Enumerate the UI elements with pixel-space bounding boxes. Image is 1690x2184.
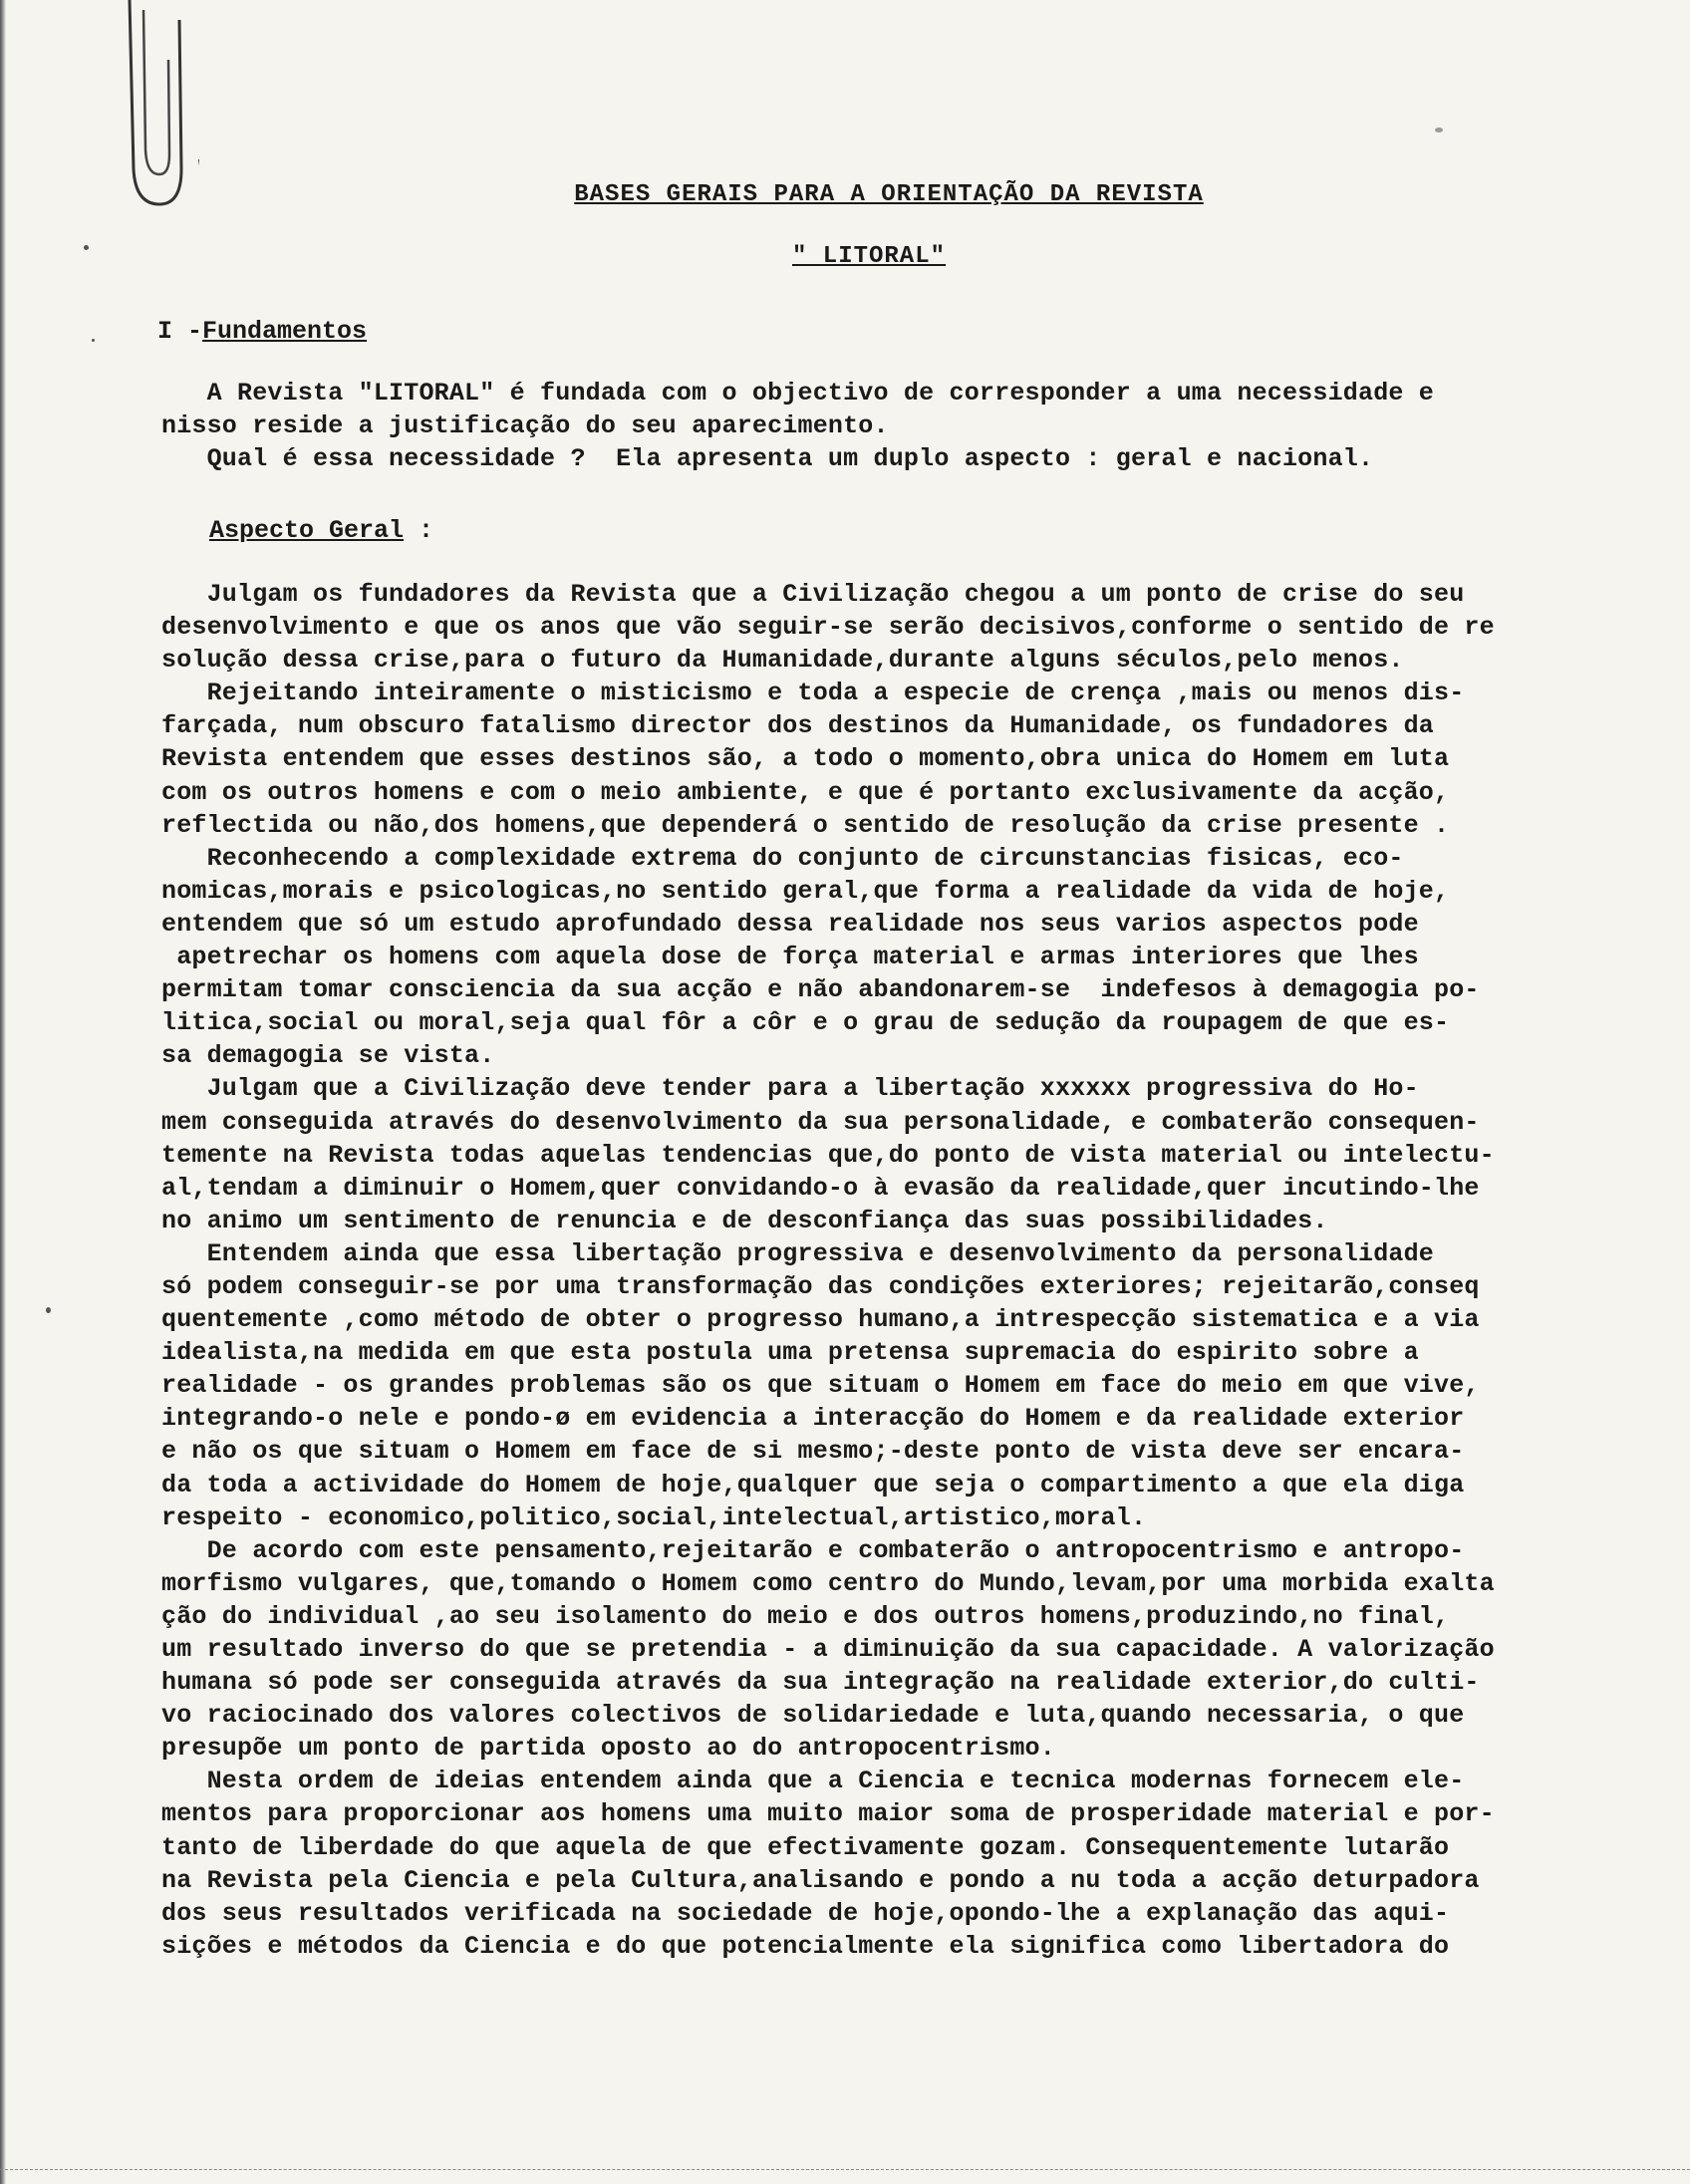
section-title: Fundamentos <box>202 317 368 346</box>
text-line: ção do individual ,ao seu isolamento do meio e dos outros homens,produzindo,no final, <box>161 1601 1450 1631</box>
text-line: farçada, num obscuro fatalismo director dos destinos da Humanidade, os fundadores da <box>161 711 1435 741</box>
section-heading <box>157 317 367 346</box>
text-line: na Revista pela Ciencia e pela Cultura,analisando e pondo a nu toda a acção deturpadora <box>161 1865 1480 1895</box>
text-line: Qual é essa necessidade ? Ela apresenta um duplo aspecto : geral e nacional. <box>161 444 1374 474</box>
subsection-title: Aspecto Geral <box>209 516 405 545</box>
text-line: realidade - os grandes problemas são os que situam o Homem em face do meio em que vive, <box>161 1371 1480 1401</box>
text-line: litica,social ou moral,seja qual fôr a côr e o grau de sedução da roupagem de que es- <box>161 1008 1450 1038</box>
scan-speck <box>84 245 89 250</box>
text-line: Reconhecendo a complexidade extrema do conjunto de circunstancias fisicas, eco- <box>161 843 1404 873</box>
text-line: da toda a actividade do Homem de hoje,qualquer que seja o compartimento a que ela diga <box>161 1470 1465 1500</box>
text-line: Nesta ordem de ideias entendem ainda que a Ciencia e tecnica modernas fornecem ele- <box>161 1767 1465 1796</box>
scan-speck <box>1435 128 1443 133</box>
text-line: solução dessa crise,para o futuro da Humanidade,durante alguns séculos,pelo menos. <box>161 646 1404 676</box>
text-line: apetrechar os homens com aquela dose de força material e armas interiores que lhes <box>161 943 1419 972</box>
text-line: sa demagogia se vista. <box>161 1041 495 1071</box>
text-line: entendem que só um estudo aprofundado dessa realidade nos seus varios aspectos pode <box>161 909 1419 939</box>
text-line: idealista,na medida em que esta postula uma pretensa supremacia do espirito sobre a <box>161 1338 1419 1368</box>
text-line: morfismo vulgares, que,tomando o Homem como centro do Mundo,levam,por uma morbida exalta <box>161 1568 1495 1598</box>
scan-edge <box>0 0 6 2184</box>
text-line: um resultado inverso do que se pretendia - a diminuição da sua capacidade. A valorização <box>161 1635 1495 1664</box>
text-line: Entendem ainda que essa libertação progressiva e desenvolvimento da personalidade <box>161 1238 1435 1268</box>
document-subtitle: " LITORAL" <box>791 243 947 270</box>
subsection-colon: : <box>404 516 434 545</box>
text-line: temente na Revista todas aquelas tendencias que,do ponto de vista material ou intelectu- <box>161 1140 1495 1170</box>
text-line: mem conseguida através do desenvolvimento da sua personalidade, e combaterão consequen- <box>161 1107 1480 1137</box>
text-line: desenvolvimento e que os anos que vão seguir-se serão decisivos,conforme o sentido de re <box>161 613 1495 643</box>
text-line: De acordo com este pensamento,rejeitarão e combaterão o antropocentrismo e antropo- <box>161 1535 1465 1565</box>
text-line: sições e métodos da Ciencia e do que potencialmente ela significa como libertadora do <box>161 1931 1450 1961</box>
text-line: Rejeitando inteiramente o misticismo e toda a especie de crença ,mais ou menos dis- <box>161 679 1465 708</box>
body-paragraphs <box>161 578 1636 1963</box>
text-line: integrando-o nele e pondo-ø em evidencia a interacção do Homem e da realidade exterior <box>161 1404 1465 1434</box>
text-line: respeito - economico,politico,social,intelectual,artistico,moral. <box>161 1502 1147 1532</box>
text-line: A Revista "LITORAL" é fundada com o objectivo de corresponder a uma necessidade e <box>161 379 1435 408</box>
text-line: e não os que situam o Homem em face de si mesmo;-deste ponto de vista deve ser encara- <box>161 1437 1465 1467</box>
text-line: humana só pode ser conseguida através da sua integração na realidade exterior,do culti- <box>161 1668 1480 1698</box>
text-line: Julgam os fundadores da Revista que a Civilização chegou a um ponto de crise do seu <box>161 580 1465 609</box>
text-line: al,tendam a diminuir o Homem,quer convidando-o à evasão da realidade,quer incutindo-lhe <box>161 1173 1480 1203</box>
subsection-heading <box>209 516 433 545</box>
text-line: Revista entendem que esses destinos são, a todo o momento,obra unica do Homem em luta <box>161 744 1450 774</box>
scan-speck <box>92 339 95 342</box>
text-line: no animo um sentimento de renuncia e de desconfiança das suas possibilidades. <box>161 1206 1328 1235</box>
scan-bottom-edge <box>0 2169 1690 2172</box>
text-line: dos seus resultados verificada na sociedade de hoje,opondo-lhe a explanação das aqui- <box>161 1898 1450 1928</box>
text-line: Julgam que a Civilização deve tender para a libertação xxxxxx progressiva do Ho- <box>161 1074 1419 1104</box>
document-title: BASES GERAIS PARA A ORIENTAÇÃO DA REVISTA <box>574 181 1204 208</box>
text-line: tanto de liberdade do que aquela de que efectivamente gozam. Consequentemente lutarão <box>161 1832 1450 1862</box>
text-line: com os outros homens e com o meio ambiente, e que é portanto exclusivamente da acção, <box>161 777 1450 807</box>
section-number: I - <box>157 317 203 346</box>
intro-paragraph <box>161 377 1636 475</box>
text-line: nisso reside a justificação do seu aparecimento. <box>161 411 889 441</box>
text-line: reflectida ou não,dos homens,que dependerá o sentido de resolução da crise presente . <box>161 810 1450 840</box>
text-line: nomicas,morais e psicologicas,no sentido geral,que forma a realidade da vida de hoje, <box>161 876 1450 906</box>
scan-speck <box>46 1307 51 1313</box>
text-line: só podem conseguir-se por uma transformação das condições exteriores; rejeitarão,conseq <box>161 1271 1480 1301</box>
text-line: presupõe um ponto de partida oposto ao do antropocentrismo. <box>161 1734 1055 1764</box>
text-line: vo raciocinado dos valores colectivos de solidariedade e luta,quando necessaria, o que <box>161 1701 1465 1731</box>
text-line: mentos para proporcionar aos homens uma muito maior soma de prosperidade material e por- <box>161 1799 1495 1829</box>
text-line: permitam tomar consciencia da sua acção e não abandonarem-se indefesos à demagogia po- <box>161 975 1480 1005</box>
text-line: quentemente ,como método de obter o progresso humano,a intrespecção sistematica e a via <box>161 1305 1480 1335</box>
